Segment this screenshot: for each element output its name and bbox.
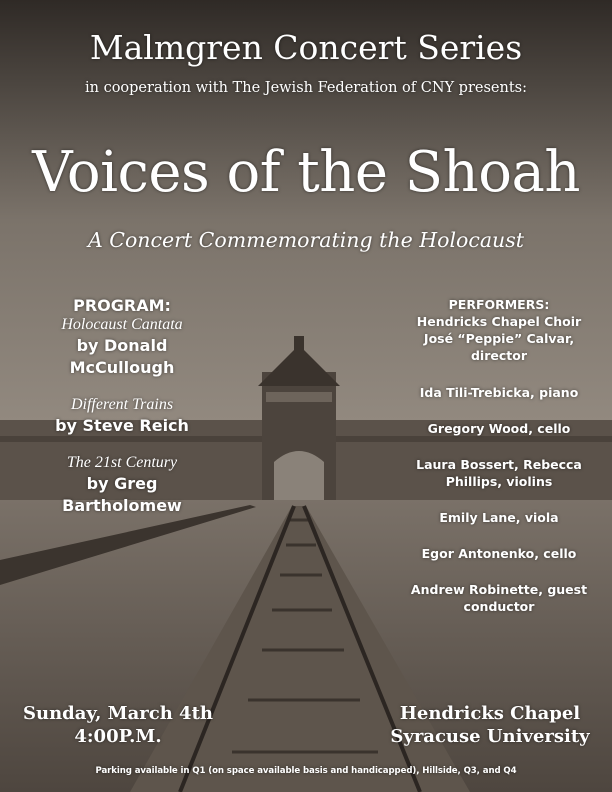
concert-tagline: A Concert Commemorating the Holocaust bbox=[87, 228, 525, 252]
program-work-title: Holocaust Cantata bbox=[61, 316, 183, 333]
program-composer: by Steve Reich bbox=[55, 416, 189, 435]
program-composer: by Donald bbox=[76, 336, 168, 355]
event-date: Sunday, March 4th bbox=[22, 703, 213, 724]
event-time: 4:00P.M. bbox=[74, 726, 162, 747]
performer-line: Gregory Wood, cello bbox=[427, 421, 571, 436]
performer-line: conductor bbox=[463, 599, 535, 614]
performer-line: Ida Tili-Trebicka, piano bbox=[419, 385, 579, 400]
program-composer: by Greg bbox=[86, 474, 158, 493]
performer-line: José “Peppie” Calvar, bbox=[423, 331, 575, 346]
program-composer: McCullough bbox=[69, 358, 175, 377]
parking-note: Parking available in Q1 (on space available basis and handicapped), Hillside, Q3, and Q4 bbox=[95, 766, 517, 776]
performer-line: Egor Antonenko, cello bbox=[421, 546, 577, 561]
performers-list bbox=[396, 296, 602, 615]
program-composer: Bartholomew bbox=[62, 496, 182, 515]
performer-line: Emily Lane, viola bbox=[439, 510, 559, 525]
venue-university: Syracuse University bbox=[390, 726, 590, 747]
performer-line: Hendricks Chapel Choir bbox=[416, 314, 582, 329]
performer-line: Laura Bossert, Rebecca bbox=[416, 457, 582, 472]
program-work-title: The 21st Century bbox=[66, 454, 178, 471]
program-list bbox=[22, 296, 222, 517]
event-date-time bbox=[8, 702, 228, 748]
performer-line: director bbox=[470, 348, 527, 363]
concert-title: Voices of the Shoah bbox=[32, 140, 580, 205]
series-title: Malmgren Concert Series bbox=[89, 28, 523, 67]
performer-line: Andrew Robinette, guest bbox=[410, 582, 588, 597]
performers-heading: PERFORMERS: bbox=[448, 297, 550, 312]
program-heading: PROGRAM: bbox=[73, 296, 171, 315]
presenter-subtitle: in cooperation with The Jewish Federation of CNY presents: bbox=[84, 80, 527, 96]
performer-line: Phillips, violins bbox=[445, 474, 553, 489]
program-work-title: Different Trains bbox=[70, 396, 174, 413]
venue-name: Hendricks Chapel bbox=[399, 703, 581, 724]
event-venue bbox=[372, 702, 608, 748]
